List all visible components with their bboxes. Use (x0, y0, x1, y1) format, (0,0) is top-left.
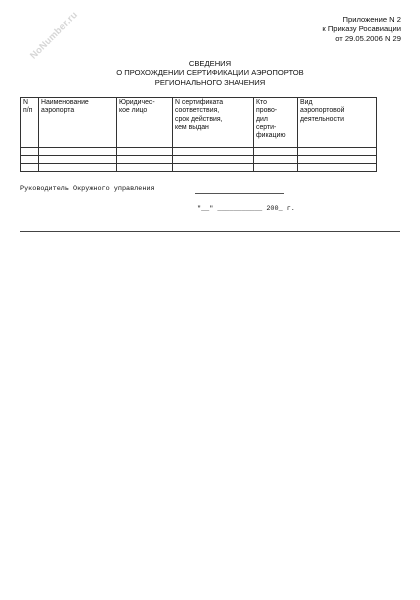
table-row (21, 156, 377, 164)
table-cell (173, 164, 254, 172)
date-field: "__" ___________ 200_ г. (197, 205, 295, 213)
document-title (0, 59, 420, 87)
table-cell (254, 164, 298, 172)
header-line: дил (256, 115, 268, 123)
table-cell (39, 148, 117, 156)
table-cell (254, 156, 298, 164)
header-number (21, 98, 39, 148)
header-line: N (23, 99, 28, 106)
header-line: аэропортовой (300, 107, 345, 115)
header-line: серти- (256, 123, 277, 131)
header-line: соответствия, (175, 107, 220, 115)
table-row (21, 148, 377, 156)
table-cell (21, 148, 39, 156)
table-cell (117, 164, 173, 172)
header-line: деятельности (300, 115, 344, 123)
appendix-number: Приложение N 2 (342, 15, 401, 24)
header-certificate (173, 98, 254, 148)
table-cell (117, 156, 173, 164)
header-line: срок действия, (175, 115, 223, 123)
header-activity-type (298, 98, 377, 148)
header-line: прово- (256, 107, 278, 115)
header-line: п/п (23, 107, 33, 115)
header-line: фикацию (256, 132, 286, 140)
certification-table (20, 97, 377, 172)
title-line-2: О ПРОХОЖДЕНИИ СЕРТИФИКАЦИИ АЭРОПОРТОВ (116, 68, 304, 78)
table-cell (298, 148, 377, 156)
signature-line (195, 193, 284, 194)
header-line: Вид (300, 99, 313, 106)
title-line-1: СВЕДЕНИЯ (188, 59, 232, 68)
header-line: Наименование (41, 99, 89, 106)
table-cell (254, 148, 298, 156)
signature-label: Руководитель Окружного управления (20, 185, 155, 193)
header-line: аэропорта (41, 107, 75, 115)
table-cell (21, 156, 39, 164)
header-line: кое лицо (119, 107, 148, 115)
table-cell (21, 164, 39, 172)
table-cell (173, 148, 254, 156)
appendix-reference (322, 15, 401, 43)
table-cell (117, 148, 173, 156)
header-line: N сертификата (175, 99, 224, 106)
header-airport-name (39, 98, 117, 148)
page-separator (20, 231, 400, 232)
header-legal-entity (117, 98, 173, 148)
table-header-row (21, 98, 377, 148)
table-cell (298, 156, 377, 164)
header-certifier (254, 98, 298, 148)
header-line: Кто (256, 99, 267, 106)
watermark: NoNumber.ru (28, 9, 80, 62)
table-cell (298, 164, 377, 172)
header-line: кем выдан (175, 123, 209, 131)
table-cell (39, 156, 117, 164)
title-line-3: РЕГИОНАЛЬНОГО ЗНАЧЕНИЯ (154, 77, 266, 87)
appendix-order: к Приказу Росавиации (322, 24, 401, 34)
appendix-date: от 29.05.2006 N 29 (335, 33, 401, 43)
header-line: Юридичес- (119, 99, 155, 106)
table-cell (173, 156, 254, 164)
table-row (21, 164, 377, 172)
table-cell (39, 164, 117, 172)
